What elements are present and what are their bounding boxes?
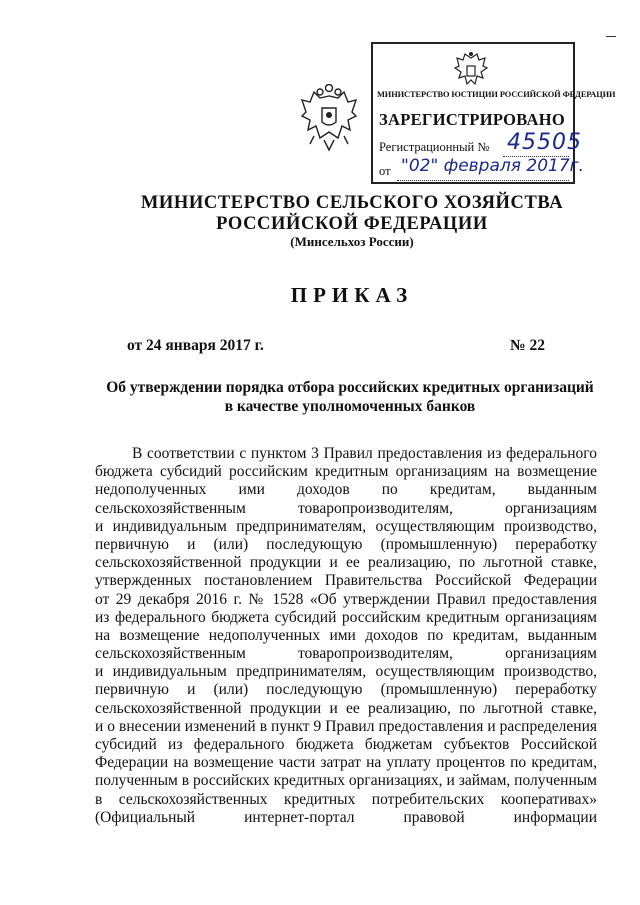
coat-of-arms-icon (300, 84, 358, 154)
body-line: бюджета субсидий российским кредитным организациям на возмещение (95, 463, 597, 481)
body-line: сельскохозяйственной продукции и ее реализацию, по льготной ставке, (95, 554, 597, 572)
body-line: утвержденных постановлением Правительства Российской Федерации (95, 572, 597, 590)
stamp-registered-label: ЗАРЕГИСТРИРОВАНО (379, 110, 566, 129)
body-line: и о внесении изменений в пункт 9 Правил предоставления и распределения (95, 717, 597, 735)
body-line: сельскохозяйственным товаропроизводителям, организациям (95, 499, 597, 517)
coat-of-arms-icon (451, 50, 491, 90)
stamp-reg-number-handwritten: 45505 (507, 130, 582, 155)
body-line: Федерации на возмещение части затрат на уплату процентов по кредитам, (95, 754, 597, 772)
body-line: и индивидуальным предпринимателям, осуществляющим производство, (95, 517, 597, 535)
body-line: на возмещение недополученных ими доходов по кредитам, выданным (95, 626, 597, 644)
order-number: № 22 (510, 337, 545, 354)
body-line: субсидий из федерального бюджета бюджетам субъектов Российской (95, 736, 597, 753)
ministry-name-line-1: МИНИСТЕРСТВО СЕЛЬСКОГО ХОЗЯЙСТВА (140, 193, 564, 213)
body-line: сельскохозяйственной продукции и ее реализацию, по льготной ставке, (95, 699, 597, 717)
body-line: первичную и (или) последующую (промышленную) переработку (95, 535, 597, 553)
body-line: В соответствии с пунктом 3 Правил предоставления из федерального (132, 445, 597, 462)
body-line: из федерального бюджета субсидий российским кредитным организациям (95, 608, 597, 626)
body-line: недополученных ими доходов по кредитам, выданным (95, 481, 597, 499)
order-title: ПРИКАЗ (290, 283, 414, 307)
order-subject-line-2: в качестве уполномоченных банков (224, 398, 476, 415)
body-line: (Официальный интернет-портал правовой информации (95, 808, 597, 826)
registration-stamp (371, 42, 616, 184)
body-line: полученным в российских кредитных организациях, и займам, полученным (95, 772, 597, 790)
body-line: от 29 декабря 2016 г. № 1528 «Об утверждении Правил предоставления (95, 590, 597, 608)
order-subject (100, 378, 600, 416)
stamp-date-line (397, 180, 569, 181)
body-paragraph (95, 445, 597, 827)
body-line: сельскохозяйственным товаропроизводителям, организациям (95, 645, 597, 663)
order-date: от 24 января 2017 г. (127, 337, 264, 354)
body-line: в сельскохозяйственных кредитных потребительских кооперативах» (95, 790, 597, 808)
stamp-date-handwritten: "02" февраля 2017г. (401, 156, 584, 176)
stamp-ministry-name: МИНИСТЕРСТВО ЮСТИЦИИ РОССИЙСКОЙ ФЕДЕРАЦИИ (377, 90, 616, 99)
stamp-reg-number-label: Регистрационный № (379, 140, 490, 154)
ministry-short-name: (Минсельхоз России) (290, 234, 414, 249)
ministry-name-line-2: РОССИЙСКОЙ ФЕДЕРАЦИИ (216, 214, 488, 234)
stamp-date-label: от (379, 164, 391, 178)
body-line: первичную и (или) последующую (промышленную) переработку (95, 681, 597, 699)
order-subject-line-1: Об утверждении порядка отбора российских кредитных организаций (106, 379, 594, 396)
corner-mark (606, 36, 616, 37)
body-line: и индивидуальным предпринимателям, осуществляющим производство, (95, 663, 597, 681)
